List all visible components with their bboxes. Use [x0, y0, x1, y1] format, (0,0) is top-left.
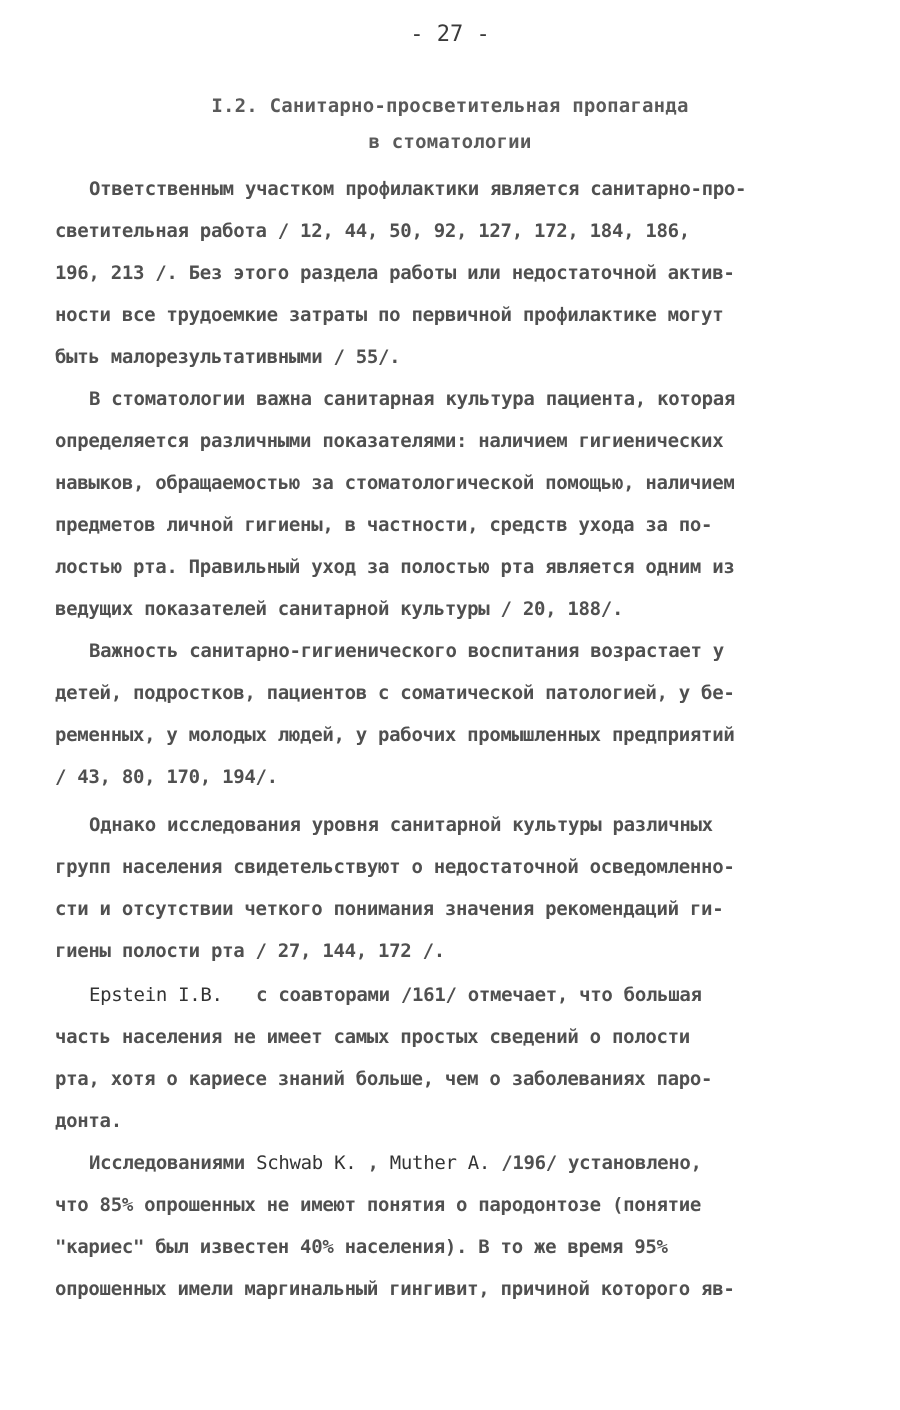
author-name: Epstein I.B. [89, 984, 223, 1006]
text-line: ременных, у молодых людей, у рабочих промышленных предприятий [55, 724, 735, 746]
text-line: предметов личной гигиены, в частности, средств ухода за по- [55, 514, 713, 536]
text-line: В стоматологии важна санитарная культура пациента, которая [89, 388, 736, 410]
text-line: ности все трудоемкие затраты по первичной профилактике могут [55, 304, 724, 326]
paragraph-4 [55, 804, 845, 972]
text-line: / 43, 80, 170, 194/. [55, 766, 278, 788]
text-line: ведущих показателей санитарной культуры / 20, 188/. [55, 598, 624, 620]
section-heading [0, 88, 900, 160]
text-line: сти и отсутствии четкого понимания значения рекомендаций ги- [55, 898, 724, 920]
text-line: навыков, обращаемостью за стоматологической помощью, наличием [55, 472, 735, 494]
text-line: определяется различными показателями: наличием гигиенических [55, 430, 724, 452]
text-line [55, 974, 845, 1016]
text-segment: с соавторами /161/ отмечает, что большая [256, 984, 702, 1006]
text-line: часть населения не имеет самых простых сведений о полости [55, 1026, 690, 1048]
paragraph-1 [55, 168, 845, 378]
author-name: Schwab K. [256, 1152, 357, 1174]
text-line: что 85% опрошенных не имеют понятия о пародонтозе (понятие [55, 1194, 702, 1216]
text-line: Важность санитарно-гигиенического воспитания возрастает у [89, 640, 724, 662]
text-line: групп населения свидетельствуют о недостаточной осведомленно- [55, 856, 735, 878]
section-heading-line-1: I.2. Санитарно-просветительная пропаганда [211, 95, 689, 117]
text-line: Однако исследования уровня санитарной культуры различных [89, 814, 713, 836]
author-name: Muther A. [389, 1152, 491, 1174]
section-heading-line-2: в стоматологии [368, 131, 532, 153]
paragraph-5 [55, 974, 845, 1142]
page-number: - 27 - [410, 22, 490, 47]
text-segment: , [367, 1152, 379, 1174]
text-line: светительная работа / 12, 44, 50, 92, 127, 172, 184, 186, [55, 220, 690, 242]
text-line: 196, 213 /. Без этого раздела работы или недостаточной актив- [55, 262, 735, 284]
text-line: быть малорезультативными / 55/. [55, 346, 401, 368]
text-line: Ответственным участком профилактики является санитарно-про- [89, 178, 747, 200]
text-line: рта, хотя о кариесе знаний больше, чем о заболеваниях паро- [55, 1068, 713, 1090]
paragraph-6 [55, 1142, 845, 1310]
text-segment: /196/ установлено, [501, 1152, 702, 1174]
text-line: "кариес" был известен 40% населения). В то же время 95% [55, 1236, 668, 1258]
text-line: донта. [55, 1110, 122, 1132]
paragraph-2 [55, 378, 845, 630]
text-line: лостью рта. Правильный уход за полостью рта является одним из [55, 556, 735, 578]
text-line: детей, подростков, пациентов с соматической патологией, у бе- [55, 682, 735, 704]
text-line: опрошенных имели маргинальный гингивит, причиной которого яв- [55, 1278, 735, 1300]
paragraph-3 [55, 630, 845, 798]
text-segment: Исследованиями [89, 1152, 245, 1174]
text-line: гиены полости рта / 27, 144, 172 /. [55, 940, 445, 962]
text-line [55, 1142, 845, 1184]
